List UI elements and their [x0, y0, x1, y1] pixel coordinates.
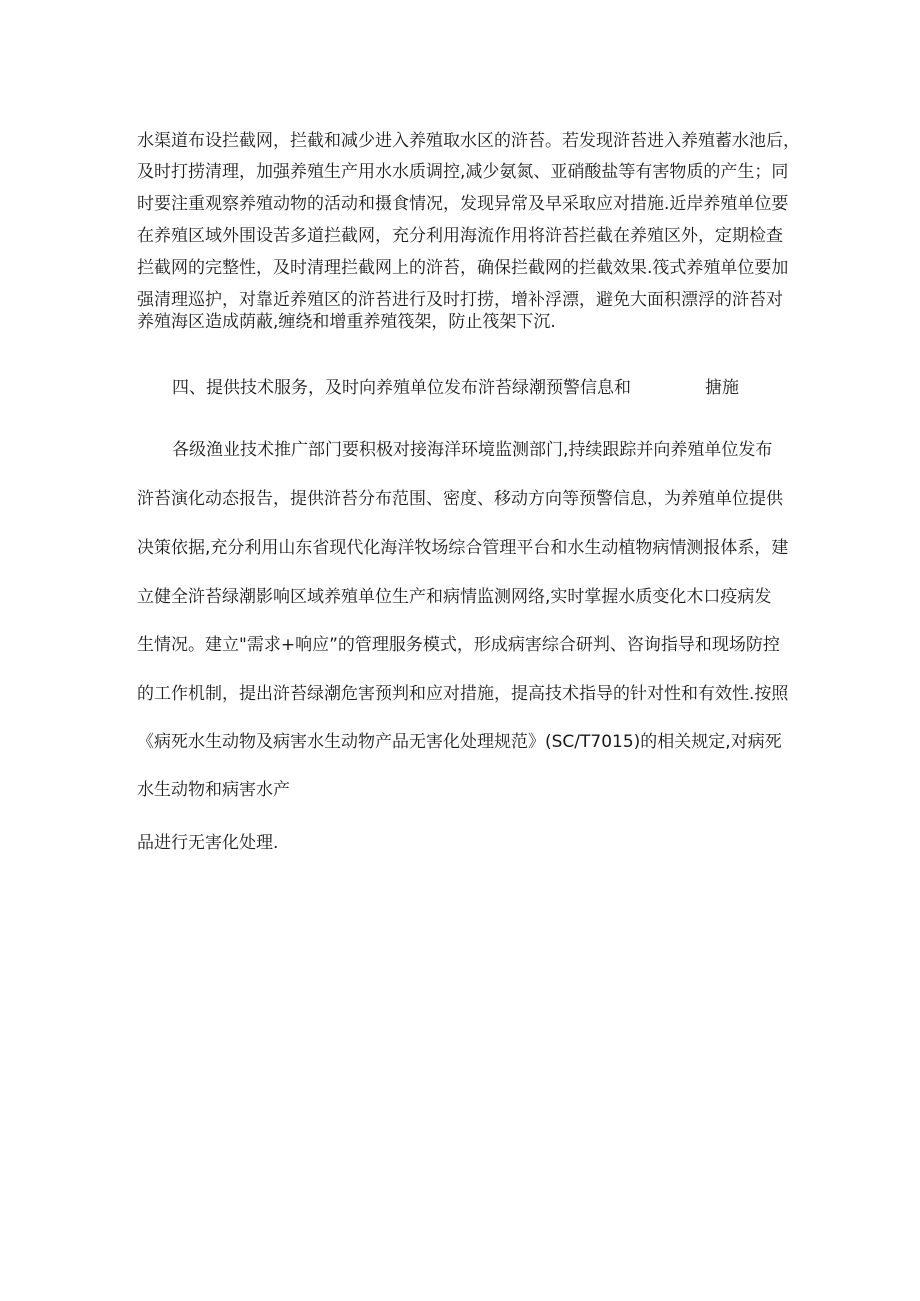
paragraph-line: 《病死水生动物及病害水生动物产品无害化处理规范》(SC/T7015)的相关规定,对病死 — [137, 732, 782, 752]
paragraph-line: 水生动物和病害水产 — [137, 780, 290, 800]
paragraph-line: 浒苔演化动态报告，提供浒苔分布范围、密度、移动方向等预警信息，为养殖单位提供 — [137, 489, 783, 509]
paragraph-line: 强清理巡护，对靠近养殖区的浒苔进行及时打捞，增补浮漂，避免大面积漂浮的浒苔对 — [137, 290, 783, 310]
section-heading-tail: 搪施 — [705, 378, 739, 398]
paragraph-line: 时要注重观察养殖动物的活动和摄食情况，发现异常及早采取应对措施.近岸养殖单位要 — [137, 194, 789, 214]
section-heading: 四、提供技术服务，及时向养殖单位发布浒苔绿潮预警信息和 — [172, 378, 631, 398]
paragraph-line: 在养殖区域外围设苦多道拦截网，充分利用海流作用将浒苔拦截在养殖区外，定期检查 — [137, 226, 783, 246]
paragraph-line: 水渠道布设拦截网，拦截和减少进入养殖取水区的浒苔。若发现浒苔进入养殖蓄水池后， — [137, 131, 800, 151]
paragraph-line: 的工作机制，提出浒苔绿潮危害预判和应对措施，提高技术指导的针对性和有效性.按照 — [137, 684, 789, 704]
paragraph-line: 及时打捞清理，加强养殖生产用水水质调控,减少氨氮、亚硝酸盐等有害物质的产生；同 — [137, 162, 789, 182]
paragraph-line: 生情况。建立"需求+响应”的管理服务模式，形成病害综合研判、咨询指导和现场防控 — [137, 635, 780, 655]
paragraph-line: 立健全浒苔绿潮影响区域养殖单位生产和病情监测网络,实时掌握水质变化木口疫病发 — [137, 587, 772, 607]
paragraph-line: 决策依据,充分利用山东省现代化海洋牧场综合管理平台和水生动植物病情测报体系，建 — [137, 538, 789, 558]
paragraph-line: 养殖海区造成荫蔽,缠绕和增重养殖筏架，防止筏架下沉. — [137, 312, 556, 332]
paragraph-line: 各级渔业技术推广部门要积极对接海洋环境监测部门,持续跟踪并向养殖单位发布 — [172, 440, 773, 460]
paragraph-line: 品进行无害化处理. — [137, 833, 279, 853]
paragraph-line: 拦截网的完整性，及时清理拦截网上的浒苔，确保拦截网的拦截效果.筏式养殖单位要加 — [137, 258, 789, 278]
